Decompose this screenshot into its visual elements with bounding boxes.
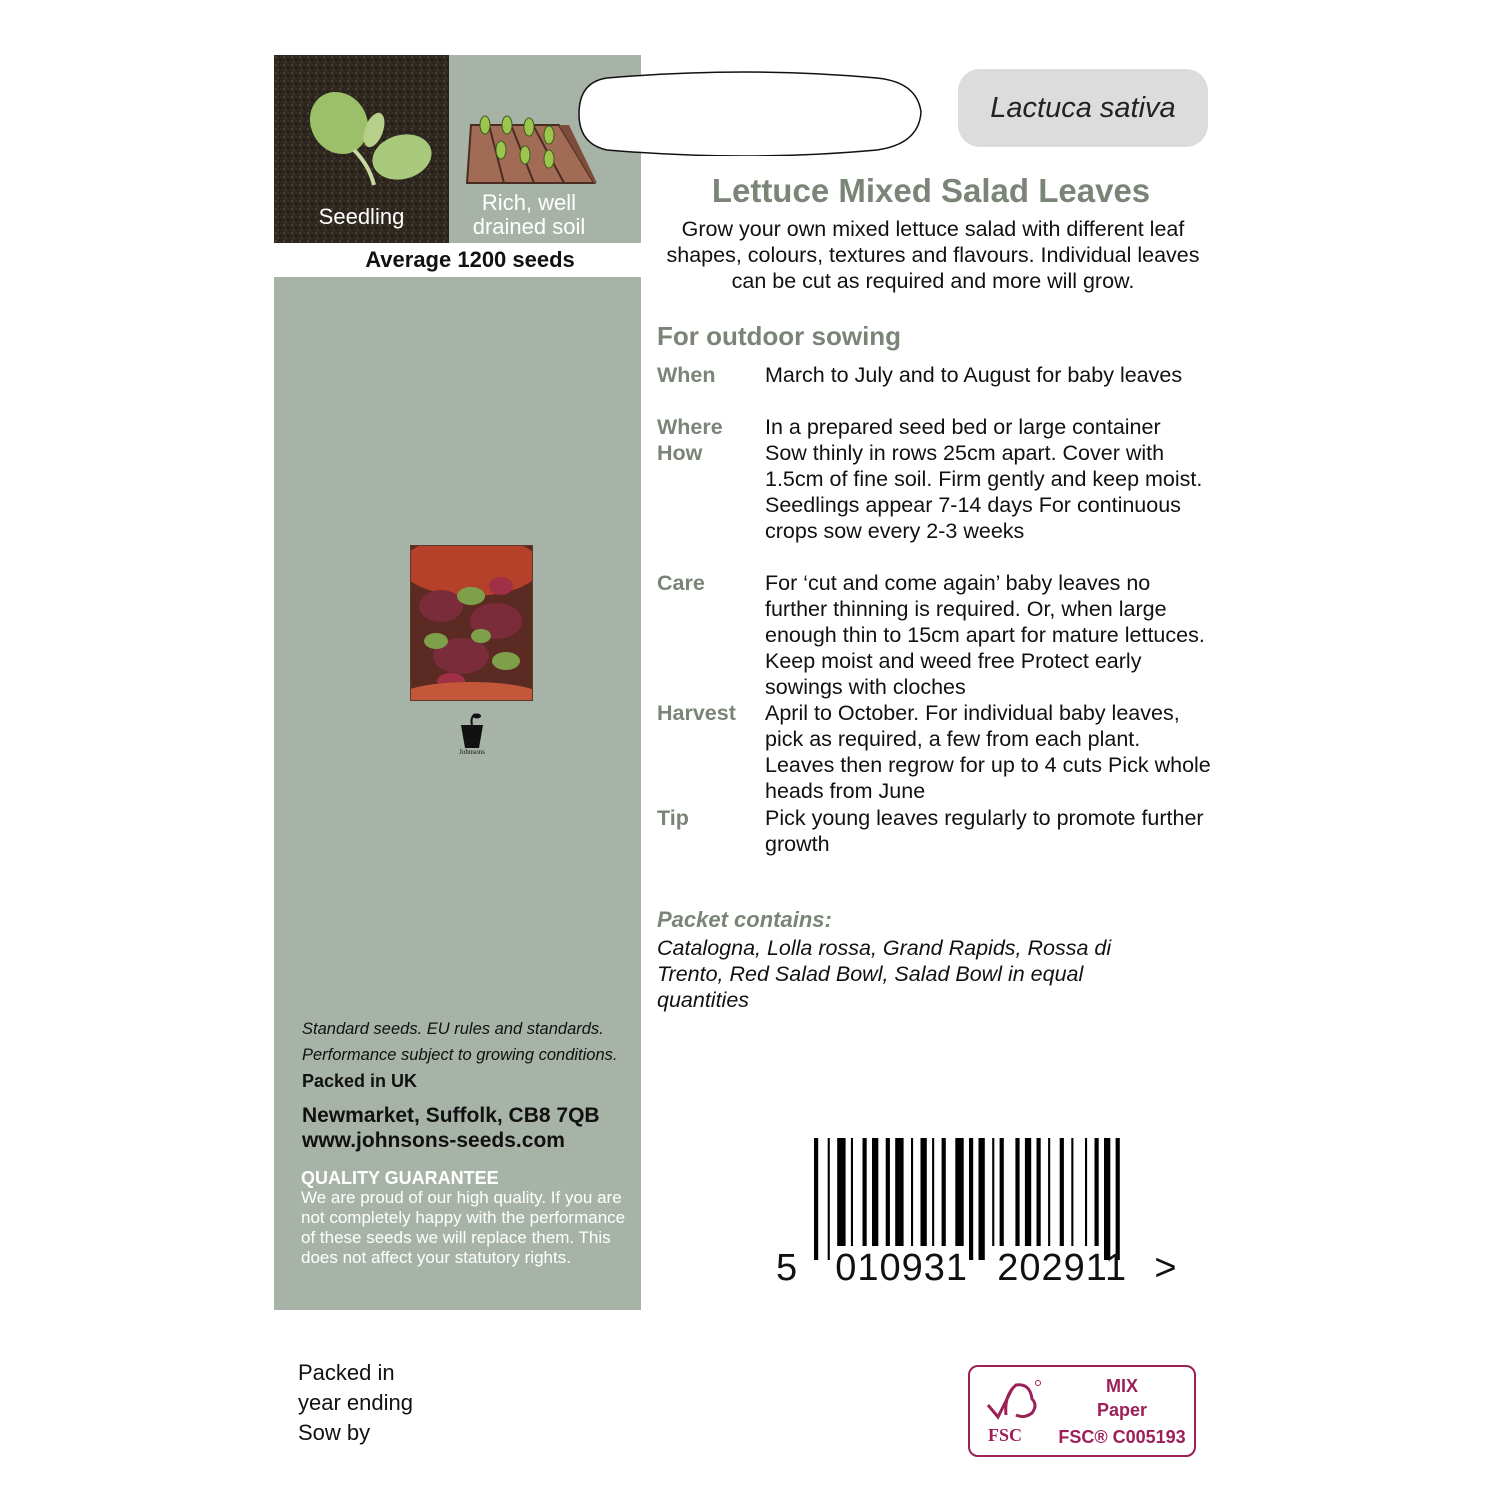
johnsons-logo [452,712,492,762]
barcode-bar [851,1138,853,1246]
barcode-bar [1071,1138,1073,1246]
guide-text: April to October. For individual baby leaves, pick as required, a few from each plant. Leaves then regrow for up to 4 cuts Pick whole heads from June [765,701,1211,803]
barcode-bar [814,1138,818,1260]
barcode-bar [979,1138,985,1260]
barcode-bar [1060,1138,1064,1246]
legal-line-1: Standard seeds. EU rules and standards. [302,1020,604,1038]
fsc-code: FSC® C005193 [1058,1427,1186,1447]
barcode-bar [1048,1138,1050,1246]
barcode-first-digit: 5 [776,1247,799,1289]
packet-contains-text: Catalogna, Lolla rossa, Grand Rapids, Rossa di Trento, Red Salad Bowl, Salad Bowl in equal quantities [657,936,1112,1012]
guide-label: Care [657,571,705,595]
barcode-bar [863,1138,867,1246]
seedling-photo [274,55,449,243]
quality-guarantee [301,1168,636,1268]
guide-label: Where [657,415,723,439]
barcode-bar [1104,1138,1110,1260]
barcode [812,1138,1180,1260]
barcode-bar [886,1138,890,1246]
barcode-marker: > [1154,1247,1178,1289]
fsc-badge [968,1365,1196,1457]
packed-in-uk: Packed in UK [302,1071,418,1091]
address-block [302,1103,600,1153]
seed-count: Average 1200 seeds [365,247,575,272]
barcode-bar [837,1138,845,1246]
year-ending-label: year ending [298,1390,413,1415]
barcode-bar [1095,1138,1099,1246]
barcode-bar [1037,1138,1041,1246]
guide-label: When [657,363,716,387]
fsc-logo-text: FSC [988,1425,1023,1445]
barcode-bar [1116,1138,1120,1260]
barcode-bar [872,1138,878,1246]
sowing-heading: For outdoor sowing [657,321,902,351]
website-link[interactable]: www.johnsons-seeds.com [302,1129,565,1152]
barcode-bar [1085,1138,1087,1246]
guarantee-text: We are proud of our high quality. If you are not completely happy with the performance of these seeds we will replace them. This does not affect your statutory rights. [301,1188,626,1267]
logo-text: Johnsons [459,748,485,756]
barcode-group-2: 202911 [997,1247,1128,1289]
guide-text: Sow thinly in rows 25cm apart. Cover with 1.5cm of fine soil. Firm gently and keep moist. Seedlings appear 7-14 days For continuous crops sow every 2-3 weeks [765,441,1203,543]
barcode-bar [921,1138,927,1246]
intro-text: Grow your own mixed lettuce salad with different leaf shapes, colours, textures and flavours. Individual leaves can be cut as required and more will grow. [666,217,1200,293]
guide-label: Harvest [657,701,736,725]
guide-label: How [657,441,703,465]
product-photo [410,545,533,701]
packed-info [298,1358,413,1448]
seedling-caption: Seedling [318,204,405,229]
latin-name-badge: Lactuca sativa [958,69,1208,147]
barcode-bar [911,1138,913,1246]
barcode-bar [1025,1138,1031,1246]
fsc-tree-icon [982,1375,1046,1425]
address-line: Newmarket, Suffolk, CB8 7QB [302,1104,600,1127]
barcode-bar [932,1138,934,1246]
barcode-bar [828,1138,830,1260]
guarantee-title: QUALITY GUARANTEE [301,1168,499,1188]
barcode-bar [969,1138,973,1260]
sow-by-label: Sow by [298,1420,371,1445]
barcode-bar [895,1138,903,1246]
barcode-bar [992,1138,994,1246]
guide-text: In a prepared seed bed or large container [765,415,1161,439]
barcode-number [776,1247,1178,1290]
guide-text: For ‘cut and come again’ baby leaves no further thinning is required. Or, when large enough thin to 15cm apart for mature lettuces. Keep moist and weed free Protect early sowings with cloches [765,571,1205,699]
soil-caption: Rich, well drained soil [472,190,586,239]
fsc-mix: MIX [1105,1376,1138,1396]
guide-text: March to July and to August for baby leaves [765,363,1183,387]
barcode-bar [955,1138,963,1246]
packet-contains-heading: Packet contains: [657,907,832,932]
legal-line-2: Performance subject to growing conditions. [302,1046,618,1064]
guide-text: Pick young leaves regularly to promote further growth [765,806,1204,856]
page-title: Lettuce Mixed Salad Leaves [711,172,1151,209]
packet-window [577,70,923,156]
packed-in-label: Packed in [298,1360,395,1385]
guide-label: Tip [657,806,689,830]
fsc-paper: Paper [1096,1400,1148,1420]
barcode-group-1: 010931 [835,1247,969,1289]
barcode-bar [1015,1138,1019,1246]
barcode-bar [942,1138,946,1246]
barcode-bar [1000,1138,1004,1246]
